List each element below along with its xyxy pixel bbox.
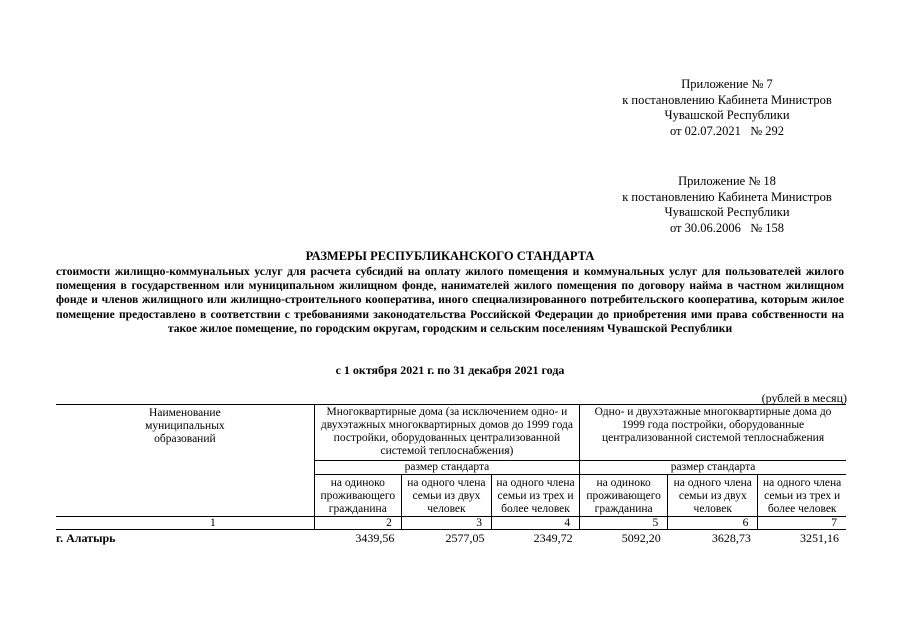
column-index-6: 6 [668, 517, 758, 530]
header-size-standard-1: размер стандарта [314, 461, 579, 475]
appendix-7-republic: Чувашской Республики [664, 108, 790, 122]
subheader-two-person-2: на одного члена семьи из двух человек [668, 475, 758, 517]
subheader-two-person-1: на одного члена семьи из двух человек [401, 475, 491, 517]
subheader-single-2: на одиноко проживающего гражданина [580, 475, 668, 517]
subsidy-standards-table [56, 404, 846, 545]
appendix-7-resolution: к постановлению Кабинета Министров [622, 92, 832, 107]
document-title: РАЗМЕРЫ РЕСПУБЛИКАНСКОГО СТАНДАРТА [305, 249, 595, 263]
header-group-multi-apartment: Многоквартирные дома (за исключением одно- и двухэтажных многоквартирных домов до 1999 года постройки, оборудованных централизованной системой теплоснабжения) [314, 405, 579, 461]
value-single-2: 5092,20 [621, 531, 661, 545]
column-index-1: 1 [56, 517, 314, 530]
header-municipality: Наименование муниципальных образований [56, 405, 314, 517]
appendix-7-block [577, 77, 877, 139]
document-subtitle: стоимости жилищно-коммунальных услуг для расчета субсидий на оплату жилого помещения и коммунальных услуг для пользователей жилого помещения в государственном или муниципальном жилищном фонде, нанимателей жилого помещения по договору найма в частном жилищном фонде и членов жилищного или жилищно-строительного кооператива, иного специализированного потребительского кооператива, которым жилое помещение предоставлено в соответствии с требованиями законодательства Российской Федерации до приобретения ими права собственности на такое жилое помещение, по городским округам, городским и сельским поселениям Чувашской Республики [56, 265, 844, 335]
units-note: (рублей в месяц) [761, 391, 847, 405]
municipality-name: г. Алатырь [56, 531, 116, 545]
column-index-5: 5 [580, 517, 668, 530]
column-index-7: 7 [758, 517, 846, 530]
header-group-low-rise: Одно- и двухэтажные многоквартирные дома до 1999 года постройки, оборудованные централизованной системой теплоснабжения [580, 405, 846, 461]
value-single-1: 3439,56 [355, 531, 395, 545]
document-period: с 1 октября 2021 г. по 31 декабря 2021 года [335, 363, 565, 377]
subheader-three-plus-2: на одного члена семьи из трех и более человек [758, 475, 846, 517]
appendix-7-date: от 02.07.2021 № 292 [669, 123, 785, 138]
appendix-7-number: Приложение № 7 [681, 77, 773, 91]
value-two-person-2: 3628,73 [711, 531, 751, 545]
table-row [56, 530, 846, 546]
column-index-4: 4 [491, 517, 579, 530]
value-two-person-1: 2577,05 [445, 531, 485, 545]
appendix-18-resolution: к постановлению Кабинета Министров [622, 189, 832, 204]
column-index-row [56, 517, 846, 530]
column-index-3: 3 [401, 517, 491, 530]
appendix-18-block [577, 174, 877, 236]
appendix-18-number: Приложение № 18 [678, 174, 776, 188]
value-three-plus-2: 3251,16 [800, 531, 839, 545]
subheader-three-plus-1: на одного члена семьи из трех и более человек [491, 475, 579, 517]
subheader-single-1: на одиноко проживающего гражданина [314, 475, 401, 517]
header-size-standard-2: размер стандарта [580, 461, 846, 475]
appendix-18-date: от 30.06.2006 № 158 [669, 220, 785, 235]
column-index-2: 2 [314, 517, 401, 530]
value-three-plus-1: 2349,72 [533, 531, 573, 545]
appendix-18-republic: Чувашской Республики [664, 205, 790, 219]
